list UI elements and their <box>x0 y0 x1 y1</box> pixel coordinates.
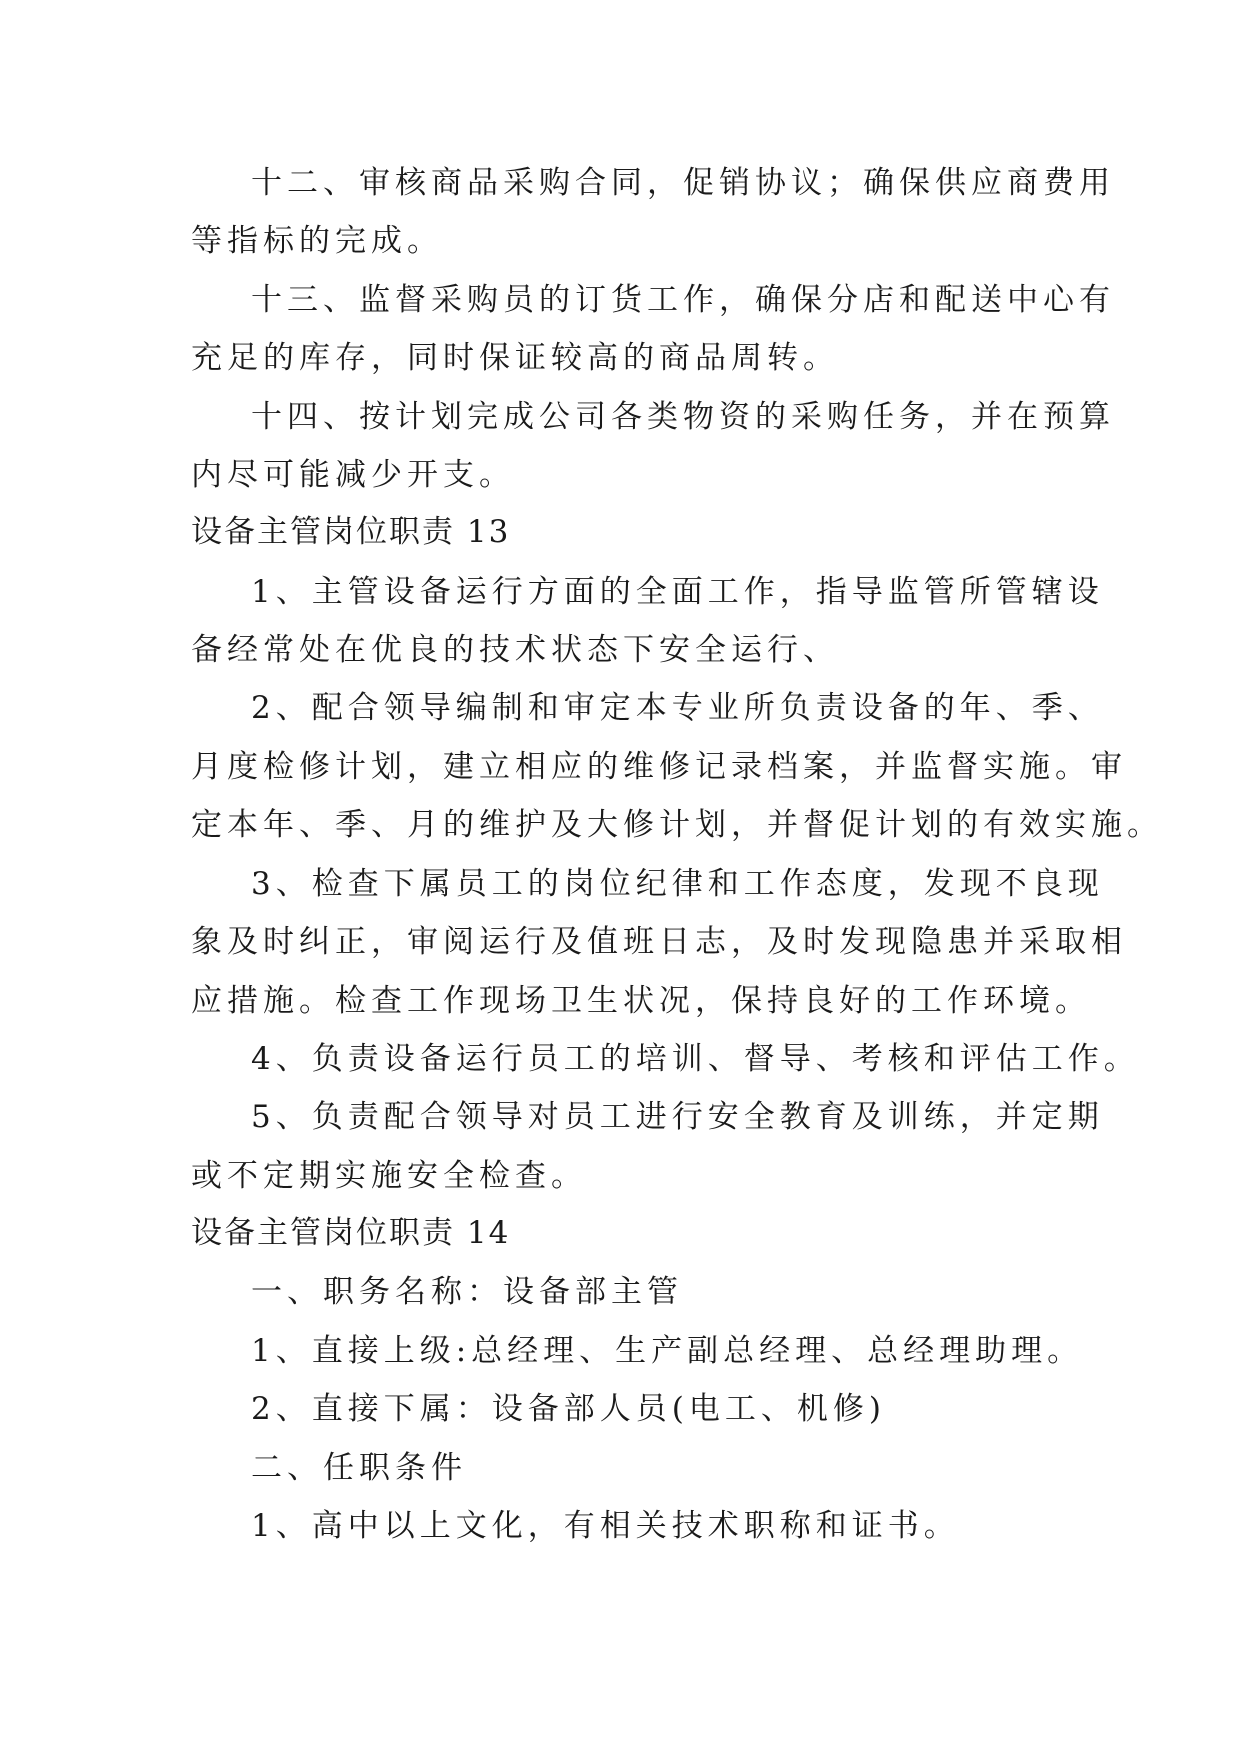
paragraph-line: 象及时纠正，审阅运行及值班日志，及时发现隐患并采取相 <box>191 924 1127 960</box>
section-heading: 设备主管岗位职责 13 <box>191 514 511 550</box>
paragraph-line: 一、职务名称：设备部主管 <box>251 1274 683 1310</box>
paragraph-line: 2、直接下属：设备部人员(电工、机修) <box>251 1391 886 1427</box>
paragraph-line: 3、检查下属员工的岗位纪律和工作态度，发现不良现 <box>251 866 1104 902</box>
paragraph-line: 十二、审核商品采购合同，促销协议；确保供应商费用 <box>251 165 1115 201</box>
paragraph-line: 月度检修计划，建立相应的维修记录档案，并监督实施。审 <box>191 749 1127 785</box>
paragraph-line: 或不定期实施安全检查。 <box>191 1158 587 1194</box>
paragraph-line: 十四、按计划完成公司各类物资的采购任务，并在预算 <box>251 399 1115 435</box>
paragraph-line: 等指标的完成。 <box>191 223 443 259</box>
paragraph-line: 定本年、季、月的维护及大修计划，并督促计划的有效实施。 <box>191 807 1163 843</box>
paragraph-line: 应措施。检查工作现场卫生状况，保持良好的工作环境。 <box>191 983 1091 1019</box>
paragraph-line: 充足的库存，同时保证较高的商品周转。 <box>191 340 839 376</box>
paragraph-line: 内尽可能减少开支。 <box>191 457 515 493</box>
paragraph-line: 二、任职条件 <box>251 1450 467 1486</box>
paragraph-line: 1、直接上级:总经理、生产副总经理、总经理助理。 <box>251 1333 1084 1369</box>
paragraph-line: 1、高中以上文化，有相关技术职称和证书。 <box>251 1508 960 1544</box>
paragraph-line: 4、负责设备运行员工的培训、督导、考核和评估工作。 <box>251 1041 1140 1077</box>
paragraph-line: 2、配合领导编制和审定本专业所负责设备的年、季、 <box>251 690 1104 726</box>
paragraph-line: 十三、监督采购员的订货工作，确保分店和配送中心有 <box>251 282 1115 318</box>
paragraph-line: 5、负责配合领导对员工进行安全教育及训练，并定期 <box>251 1099 1104 1135</box>
section-heading: 设备主管岗位职责 14 <box>191 1215 511 1251</box>
paragraph-line: 备经常处在优良的技术状态下安全运行、 <box>191 632 839 668</box>
paragraph-line: 1、主管设备运行方面的全面工作，指导监管所管辖设 <box>251 574 1104 610</box>
